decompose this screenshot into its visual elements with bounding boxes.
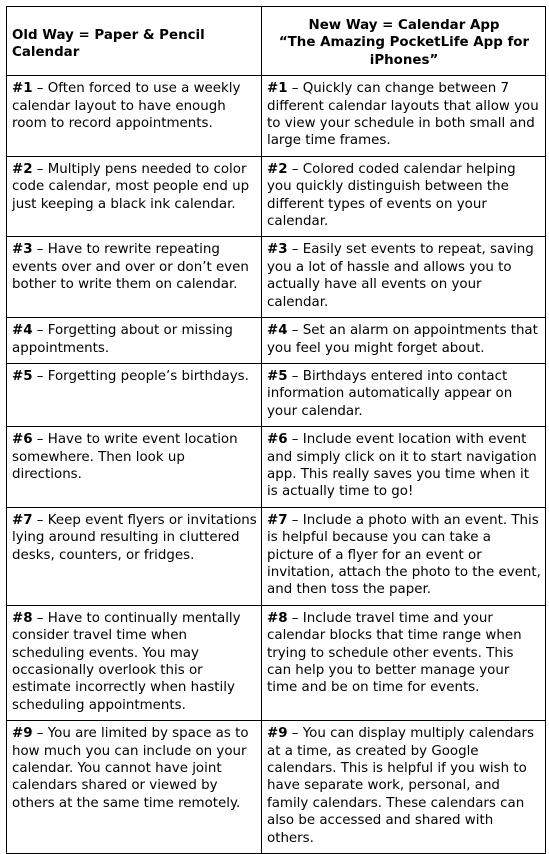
old-way-title: Old Way = Paper & Pencil Calendar — [12, 27, 205, 61]
item-number: #8 — [12, 610, 33, 626]
item-number: #5 — [12, 368, 33, 384]
new-way-text: – Birthdays entered into contact information automatically appear on your calendar. — [267, 368, 513, 419]
new-way-cell — [262, 76, 546, 157]
new-way-title-line1: New Way = Calendar App — [308, 18, 500, 33]
old-way-text: – Keep event flyers or invitations lying around resulting in cluttered desks, counters, or fridges. — [12, 512, 257, 563]
item-number: #1 — [267, 81, 288, 97]
old-way-text: – Forgetting about or missing appointments. — [12, 323, 233, 356]
old-way-text: – Have to rewrite repeating events over and over or don’t even bother to write them on calendar. — [12, 242, 249, 293]
new-way-title-line3: iPhones” — [369, 52, 439, 68]
new-way-title-line2: “The Amazing PocketLife App for — [278, 35, 530, 51]
old-way-cell — [7, 76, 262, 157]
item-number: #2 — [12, 161, 33, 177]
item-number: #4 — [267, 323, 288, 339]
table-row — [7, 605, 546, 720]
new-way-text: – Include travel time and your calendar blocks that time range when trying to schedule other events. This can help you to better manage your time and be on time for events. — [267, 610, 522, 696]
new-way-cell — [262, 363, 546, 426]
new-way-text: – Include a photo with an event. This is helpful because you can take a picture of a flyer for an event or invitation, attach the photo to the event, and then toss the paper. — [267, 512, 541, 598]
item-number: #6 — [267, 432, 288, 448]
new-way-text: – Colored coded calendar helping you quickly distinguish between the different types of events on your calendar. — [267, 161, 516, 230]
comparison-table — [6, 6, 546, 854]
old-way-text: – You are limited by space as to how much you can include on your calendar. You cannot have joint calendars shared or viewed by others at the same time remotely. — [12, 726, 249, 811]
new-way-cell — [262, 507, 546, 605]
old-way-cell — [7, 507, 262, 605]
table-row — [7, 237, 546, 318]
old-way-text: – Multiply pens needed to color code calendar, most people end up just keeping a black ink calendar. — [12, 161, 250, 212]
item-number: #7 — [267, 512, 288, 528]
old-way-cell — [7, 318, 262, 364]
old-way-cell — [7, 721, 262, 854]
old-way-header — [7, 7, 262, 76]
item-number: #8 — [267, 610, 288, 626]
new-way-cell — [262, 318, 546, 364]
new-way-cell — [262, 427, 546, 508]
item-number: #9 — [267, 726, 288, 742]
old-way-cell — [7, 363, 262, 426]
item-number: #2 — [267, 161, 288, 177]
old-way-text: – Have to write event location somewhere. Then look up directions. — [12, 432, 238, 482]
table-row — [7, 156, 546, 237]
table-row — [7, 507, 546, 605]
item-number: #6 — [12, 432, 33, 448]
item-number: #3 — [12, 242, 33, 258]
new-way-text: – You can display multiply calendars at a time, as created by Google calendars. This is helpful if you wish to have separate work, personal, and family calendars. These calendars can also be accessed and shared with others. — [267, 726, 535, 846]
old-way-cell — [7, 156, 262, 237]
old-way-text: – Have to continually mentally consider travel time when scheduling events. You may occasionally overlook this or estimate incorrectly when hastily scheduling appointments. — [12, 610, 241, 713]
new-way-text: – Quickly can change between 7 different calendar layouts that allow you to view your schedule in both small and large time frames. — [267, 81, 539, 149]
table-row — [7, 427, 546, 508]
item-number: #1 — [12, 81, 33, 97]
old-way-cell — [7, 237, 262, 318]
table-row — [7, 721, 546, 854]
table-row — [7, 76, 546, 157]
new-way-text: – Include event location with event and simply click on it to start navigation app. This really saves you time when it is actually time to go! — [267, 432, 537, 500]
item-number: #9 — [12, 726, 33, 742]
new-way-cell — [262, 605, 546, 720]
table-header — [7, 7, 546, 76]
new-way-header — [262, 7, 546, 76]
header-row — [7, 7, 546, 76]
old-way-cell — [7, 427, 262, 508]
new-way-text: – Set an alarm on appointments that you feel you might forget about. — [267, 323, 538, 356]
new-way-cell — [262, 721, 546, 854]
old-way-text: – Forgetting people’s birthdays. — [32, 368, 249, 384]
item-number: #3 — [267, 242, 288, 258]
table-body — [7, 76, 546, 854]
new-way-cell — [262, 237, 546, 318]
table-row — [7, 363, 546, 426]
old-way-cell — [7, 605, 262, 720]
item-number: #7 — [12, 512, 33, 528]
new-way-cell — [262, 156, 546, 237]
table-row — [7, 318, 546, 364]
item-number: #5 — [267, 368, 288, 384]
old-way-text: – Often forced to use a weekly calendar layout to have enough room to record appointments. — [12, 81, 241, 132]
new-way-text: – Easily set events to repeat, saving you a lot of hassle and allows you to actually have all events on your calendar. — [267, 242, 534, 310]
item-number: #4 — [12, 323, 33, 339]
